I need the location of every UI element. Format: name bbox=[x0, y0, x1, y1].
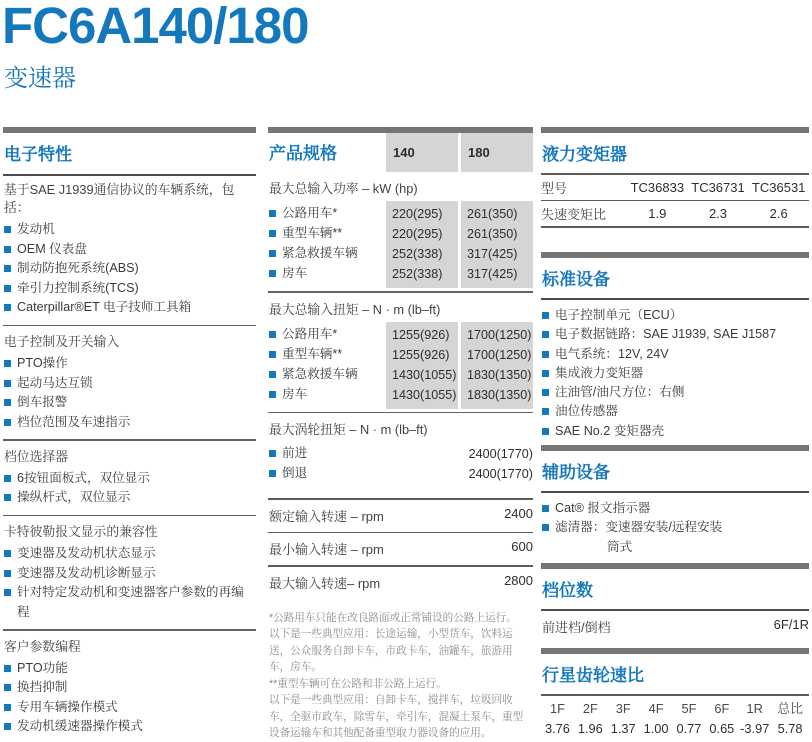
model-value: TC36531 bbox=[751, 179, 806, 195]
gear-column: 3F bbox=[615, 700, 631, 716]
list-item-label: 6按钮面板式，双位显示 bbox=[17, 470, 150, 485]
list-item bbox=[3, 564, 256, 584]
row-label: 型号 bbox=[541, 180, 568, 196]
row-label-text: 重型车辆** bbox=[282, 346, 343, 361]
gear-column: 6F bbox=[714, 700, 730, 716]
auxiliary-equipment-list bbox=[541, 493, 809, 557]
list-item bbox=[541, 402, 809, 421]
electronic-features-heading: 电子特性 bbox=[4, 145, 72, 164]
gear-ratios-table bbox=[541, 696, 809, 739]
section-customer-programming bbox=[3, 633, 256, 737]
gear-ratio: 0.77 bbox=[676, 720, 702, 736]
bullet-square-icon bbox=[4, 399, 11, 406]
list-item-label: 发动机 bbox=[17, 222, 55, 236]
row-label bbox=[268, 365, 386, 385]
table-row bbox=[268, 345, 533, 365]
list-item-label: Caterpillar®ET 电子技师工具箱 bbox=[17, 300, 192, 314]
standard-equipment-heading: 标准设备 bbox=[542, 270, 610, 289]
section-divider bbox=[3, 515, 256, 517]
power-table bbox=[268, 201, 533, 288]
table-line bbox=[541, 226, 809, 228]
value-140: 1255(926) bbox=[392, 347, 450, 362]
gear-column: 4F bbox=[648, 700, 664, 716]
section-shift-selector bbox=[3, 443, 256, 517]
row-value: 2400(1770) bbox=[468, 467, 533, 481]
ratio-value: 1.9 bbox=[648, 206, 667, 221]
gear-ratio-value-row bbox=[541, 719, 809, 739]
electronic-features-column bbox=[3, 127, 256, 739]
row-label: 额定输入转速 – rpm bbox=[269, 508, 384, 524]
list-item bbox=[541, 518, 809, 537]
list-item-continuation: 筒式 bbox=[607, 539, 633, 554]
list-item-label: 档位范围及车速指示 bbox=[17, 414, 131, 429]
list-item-label: 发动机缓速器操作模式 bbox=[17, 719, 143, 733]
list-item bbox=[3, 717, 256, 737]
bullet-square-icon bbox=[269, 470, 276, 477]
bullet-square-icon bbox=[4, 665, 11, 672]
bullet-square-icon bbox=[269, 450, 276, 457]
section-vehicle-systems bbox=[3, 176, 256, 326]
row-label-text: 公路用车* bbox=[282, 326, 338, 341]
footnote: **重型车辆可在公路和非公路上运行。 bbox=[269, 677, 447, 690]
power-table-title: 最大总输入功率 – kW (hp) bbox=[269, 181, 418, 196]
list-item-label: OEM 仪表盘 bbox=[17, 241, 87, 256]
table-row bbox=[268, 244, 533, 264]
model-value: TC36731 bbox=[691, 179, 745, 195]
value-140: 1430(1055) bbox=[392, 367, 457, 382]
row-label bbox=[268, 204, 386, 224]
gear-column: 1F bbox=[549, 700, 565, 716]
list-item-label: 电气系统：12V, 24V bbox=[555, 346, 669, 361]
value-180: 261(350) bbox=[467, 207, 518, 221]
row-value: 6F/1R bbox=[773, 617, 809, 632]
row-value: 2800 bbox=[504, 572, 533, 588]
list-item bbox=[541, 345, 809, 364]
auxiliary-equipment-heading: 辅助设备 bbox=[542, 463, 610, 482]
bullet-square-icon bbox=[542, 408, 549, 415]
model-column-180: 180 bbox=[468, 145, 490, 160]
section-title: 卡特彼勒报文显示的兼容性 bbox=[4, 524, 158, 539]
section-message-display bbox=[3, 518, 256, 631]
bullet-square-icon bbox=[542, 370, 549, 377]
list-item bbox=[3, 413, 256, 433]
row-label bbox=[268, 264, 386, 284]
rated-speed-row bbox=[268, 500, 533, 530]
bullet-square-icon bbox=[542, 331, 549, 338]
bullet-square-icon bbox=[269, 270, 276, 277]
list-item-label: Cat® 报文指示器 bbox=[555, 501, 651, 515]
gear-ratio: -3.97 bbox=[740, 720, 770, 736]
ratio-value: 2.3 bbox=[708, 206, 728, 221]
list-item bbox=[3, 220, 256, 240]
gear-count-section bbox=[541, 563, 809, 641]
list-item bbox=[3, 544, 256, 564]
list-item-label: 制动防抱死系统(ABS) bbox=[17, 261, 139, 275]
gear-column: 2F bbox=[582, 700, 598, 716]
bullet-square-icon bbox=[4, 704, 11, 711]
list-item bbox=[3, 393, 256, 413]
gear-ratio: 1.37 bbox=[610, 720, 636, 736]
gear-ratio: 1.00 bbox=[643, 720, 669, 736]
bullet-square-icon bbox=[4, 380, 11, 387]
list-item-label: 滤清器：变速器安装/远程安装 bbox=[555, 520, 723, 535]
list-item bbox=[3, 659, 256, 679]
converter-ratio-row bbox=[541, 201, 809, 226]
bullet-square-icon bbox=[4, 304, 11, 311]
bullet-square-icon bbox=[4, 226, 11, 233]
gear-count-heading: 档位数 bbox=[542, 581, 593, 600]
row-label bbox=[268, 444, 469, 464]
value-180: 1700(1250) bbox=[467, 327, 532, 342]
list-item-label: 针对特定发动机和变速器客户参数的再编程 bbox=[17, 585, 244, 619]
row-label bbox=[268, 385, 386, 405]
list-item-label: SAE No.2 变矩器壳 bbox=[555, 423, 665, 438]
list-item-label: 电子控制单元（ECU） bbox=[555, 308, 683, 322]
row-label bbox=[268, 224, 386, 244]
section-divider bbox=[3, 325, 256, 327]
product-specs-header bbox=[268, 133, 533, 172]
bullet-square-icon bbox=[4, 246, 11, 253]
value-180: 317(425) bbox=[467, 267, 518, 281]
footnote: 以下是一些典型应用：自卸卡车，搅拌车，垃圾回收车，全驱市政车，除雪车，牵引车，混凝土泵车，重型设备运输车和其他配备重型取力器设备的应用。 bbox=[269, 694, 524, 739]
bullet-square-icon bbox=[4, 360, 11, 367]
value-180: 261(350) bbox=[467, 227, 518, 241]
bullet-square-icon bbox=[542, 505, 549, 512]
bullet-square-icon bbox=[542, 312, 549, 319]
row-label: 最小输入转速 – rpm bbox=[269, 542, 384, 557]
gear-ratio: 5.78 bbox=[777, 720, 803, 736]
value-140: 252(338) bbox=[392, 247, 443, 261]
list-item-label: 牵引力控制系统(TCS) bbox=[17, 280, 139, 295]
list-item bbox=[541, 306, 809, 325]
bullet-square-icon bbox=[542, 389, 549, 396]
row-value: 600 bbox=[511, 539, 533, 554]
right-column bbox=[541, 127, 809, 741]
value-180: 317(425) bbox=[467, 247, 518, 261]
bullet-square-icon bbox=[4, 475, 11, 482]
footnote: 以下是一些典型应用：长途运输，小型货车，饮料运送，公众服务自卸卡车，市政卡车，油罐车，旅游用车，房车。 bbox=[269, 628, 513, 673]
value-180: 1830(1350) bbox=[467, 367, 532, 382]
list-item bbox=[541, 499, 809, 518]
list-item-label: 专用车辆操作模式 bbox=[17, 699, 118, 714]
list-item bbox=[3, 279, 256, 299]
list-item bbox=[541, 422, 809, 441]
row-value: 2400 bbox=[504, 505, 533, 521]
page-subtitle: 变速器 bbox=[4, 65, 76, 92]
footnote: *公路用车只能在改良路面或正常铺设的公路上运行。 bbox=[269, 611, 517, 624]
list-item-label: 换挡抑制 bbox=[17, 680, 68, 694]
list-item bbox=[541, 383, 809, 402]
standard-equipment-section bbox=[541, 252, 809, 441]
list-item-label: 电子数据链路：SAE J1939, SAE J1587 bbox=[555, 327, 777, 342]
footnotes bbox=[268, 610, 533, 742]
list-item bbox=[3, 298, 256, 318]
row-label: 失速变矩比 bbox=[541, 207, 607, 222]
list-item bbox=[3, 698, 256, 718]
list-item-label: PTO功能 bbox=[17, 660, 68, 675]
turbine-torque-table bbox=[268, 442, 533, 488]
value-140: 220(295) bbox=[392, 227, 443, 241]
section-controls-inputs bbox=[3, 328, 256, 441]
value-140: 220(295) bbox=[392, 207, 443, 221]
value-180: 1830(1350) bbox=[467, 387, 532, 402]
value-140: 252(338) bbox=[392, 267, 443, 281]
bullet-square-icon bbox=[542, 524, 549, 531]
section-title: 档位选择器 bbox=[4, 448, 68, 464]
torque-converter-section bbox=[541, 127, 809, 228]
torque-converter-heading: 液力变矩器 bbox=[542, 145, 627, 164]
bullet-square-icon bbox=[4, 723, 11, 730]
table-row bbox=[268, 385, 533, 405]
list-item-label: 变速器及发动机诊断显示 bbox=[17, 565, 156, 580]
list-item-label: 油位传感器 bbox=[555, 404, 618, 419]
gear-ratio: 0.65 bbox=[709, 720, 735, 736]
torque-table-title: 最大总输入扭矩 – N · m (lb–ft) bbox=[269, 301, 441, 317]
row-label-text: 房车 bbox=[282, 386, 308, 401]
product-specs-heading: 产品规格 bbox=[269, 144, 337, 163]
table-row bbox=[268, 204, 533, 224]
bullet-square-icon bbox=[4, 419, 11, 426]
section-title: 电子控制及开关输入 bbox=[4, 334, 120, 349]
list-item-label: 变速器及发动机状态显示 bbox=[17, 546, 156, 560]
list-item bbox=[3, 240, 256, 260]
page-title: FC6A140/180 bbox=[2, 0, 309, 54]
list-item bbox=[3, 469, 256, 489]
row-label-text: 公路用车* bbox=[282, 206, 338, 220]
table-row bbox=[268, 464, 533, 484]
bullet-square-icon bbox=[4, 570, 11, 577]
table-row bbox=[268, 325, 533, 345]
max-speed-row bbox=[268, 567, 533, 597]
table-row bbox=[268, 444, 533, 464]
row-label-text: 紧急救援车辆 bbox=[282, 366, 358, 381]
bullet-square-icon bbox=[4, 589, 11, 596]
bullet-square-icon bbox=[269, 230, 276, 237]
table-row bbox=[268, 365, 533, 385]
min-speed-row bbox=[268, 533, 533, 563]
row-label bbox=[268, 244, 386, 264]
row-label-text: 紧急救援车辆 bbox=[282, 246, 358, 260]
list-item-label: 集成液力变矩器 bbox=[555, 365, 644, 380]
gear-ratio: 1.96 bbox=[577, 720, 603, 736]
table-row bbox=[268, 264, 533, 284]
gear-ratio-header-row bbox=[541, 696, 809, 719]
row-label: 最大输入转速– rpm bbox=[269, 575, 381, 591]
gear-ratios-heading: 行星齿轮速比 bbox=[542, 666, 644, 685]
list-item bbox=[541, 325, 809, 344]
product-specs-column bbox=[268, 127, 533, 742]
row-label bbox=[268, 464, 469, 484]
section-divider bbox=[3, 629, 256, 631]
section-title: 客户参数编程 bbox=[4, 638, 81, 654]
row-label-text: 重型车辆** bbox=[282, 226, 343, 240]
list-item-label: 起动马达互锁 bbox=[17, 375, 93, 390]
list-item bbox=[3, 678, 256, 698]
bullet-square-icon bbox=[269, 351, 276, 358]
list-item bbox=[3, 354, 256, 374]
value-180: 1700(1250) bbox=[467, 347, 532, 362]
row-label-text: 房车 bbox=[282, 266, 308, 280]
bullet-square-icon bbox=[269, 331, 276, 338]
value-140: 1430(1055) bbox=[392, 387, 457, 402]
list-item bbox=[3, 488, 256, 508]
bullet-square-icon bbox=[542, 351, 549, 358]
bullet-square-icon bbox=[4, 494, 11, 501]
section-title: 基于SAE J1939通信协议的车辆系统，包括： bbox=[4, 182, 235, 215]
bullet-square-icon bbox=[542, 428, 549, 435]
bullet-square-icon bbox=[4, 265, 11, 272]
bullet-square-icon bbox=[4, 684, 11, 691]
list-item-label: 操纵杆式，双位显示 bbox=[17, 490, 131, 504]
turbine-torque-title: 最大涡轮扭矩 – N · m (lb–ft) bbox=[269, 422, 428, 437]
row-label-text: 倒退 bbox=[282, 466, 308, 480]
bullet-square-icon bbox=[269, 210, 276, 217]
row-label-text: 前进 bbox=[282, 446, 308, 460]
list-item bbox=[3, 259, 256, 279]
bullet-square-icon bbox=[269, 371, 276, 378]
value-140: 1255(926) bbox=[392, 327, 450, 342]
section-divider bbox=[3, 439, 256, 441]
columns-container bbox=[0, 127, 812, 741]
bullet-square-icon bbox=[269, 391, 276, 398]
list-item-label: 倒车报警 bbox=[17, 395, 68, 409]
gear-column: 5F bbox=[681, 700, 697, 716]
list-item bbox=[3, 583, 256, 622]
bullet-square-icon bbox=[4, 550, 11, 557]
row-label bbox=[268, 325, 386, 345]
list-item-label: 注油管/油尺方位：右侧 bbox=[555, 385, 685, 400]
gear-ratio: 3.76 bbox=[544, 720, 570, 736]
list-item-label: PTO操作 bbox=[17, 356, 68, 370]
torque-table bbox=[268, 322, 533, 409]
bullet-square-icon bbox=[269, 250, 276, 257]
ratio-value: 2.6 bbox=[769, 206, 788, 221]
converter-model-row bbox=[541, 175, 809, 200]
gear-column: 总比 bbox=[777, 700, 803, 716]
list-item bbox=[541, 364, 809, 383]
bullet-square-icon bbox=[4, 285, 11, 292]
auxiliary-equipment-section bbox=[541, 445, 809, 557]
model-column-140: 140 bbox=[393, 145, 415, 160]
table-row bbox=[268, 224, 533, 244]
row-label: 前进档/倒档 bbox=[542, 620, 611, 635]
gear-count-row bbox=[541, 611, 809, 641]
row-label bbox=[268, 345, 386, 365]
gear-ratios-section bbox=[541, 648, 809, 739]
row-value: 2400(1770) bbox=[468, 447, 533, 461]
model-value: TC36833 bbox=[630, 179, 685, 195]
standard-equipment-list bbox=[541, 300, 809, 441]
list-item bbox=[3, 374, 256, 394]
gear-column: 1R bbox=[746, 700, 763, 716]
